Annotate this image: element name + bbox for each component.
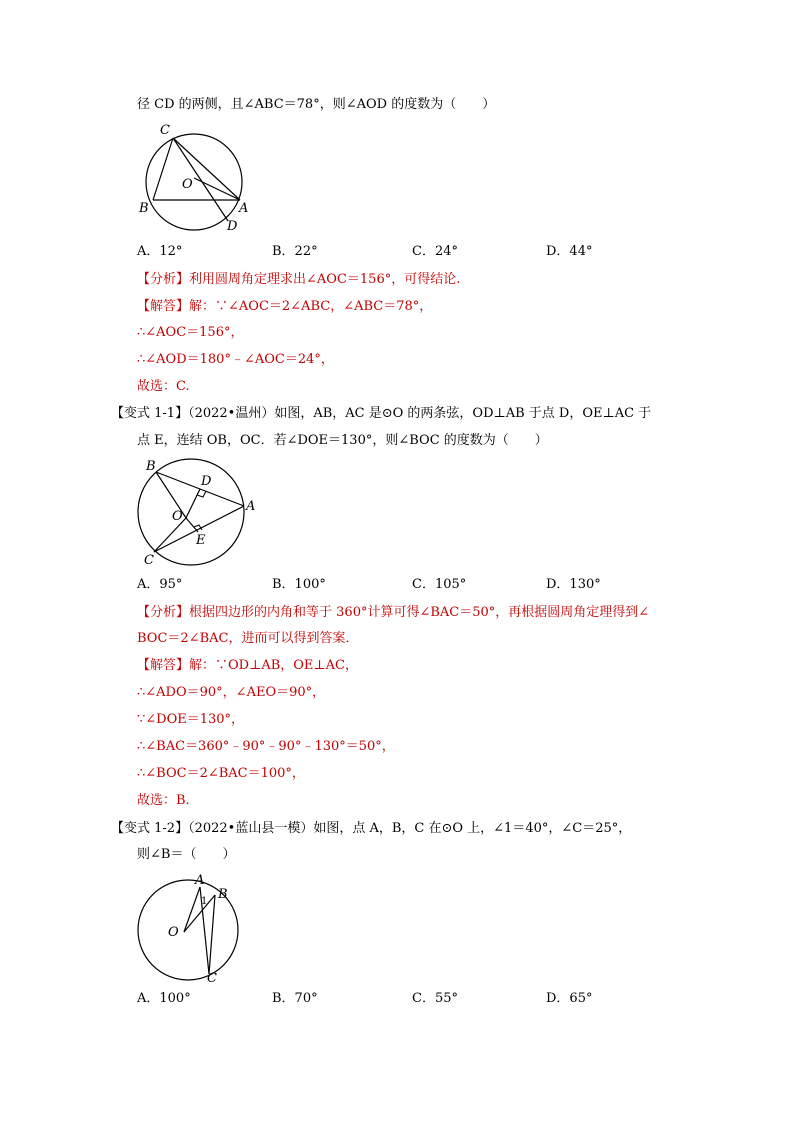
q1-analysis-tag: 【分析】 [137, 272, 190, 287]
v12-radius-ob [184, 895, 215, 932]
q1-solution-line-2: ∴∠AOC＝156°， [137, 325, 244, 340]
v11-option-d: D．130° [546, 577, 601, 592]
q1-chord-cb [153, 138, 173, 200]
v11-stem-line-1: 【变式 1-1】（2022•温州）如图，AB，AC 是⊙O 的两条弦，OD⊥AB 于点 D，OE⊥AC 于 [111, 406, 652, 421]
v11-solution-line-3: ∵∠DOE＝130°， [137, 712, 245, 727]
q1-solution-line-3: ∴∠AOD＝180°﹣∠AOC＝24°， [137, 352, 334, 367]
v12-circle-figure [130, 870, 270, 985]
v11-analysis-text-1: 根据四边形的内角和等于 360°计算可得∠BAC＝50°，再根据圆周角定理得到∠ [189, 605, 650, 620]
q1-solution-line-1 [137, 298, 432, 316]
q1-label-o: O [182, 177, 193, 192]
v12-option-a: A．100° [137, 991, 191, 1006]
q1-option-b: B．22° [272, 244, 318, 259]
v11-option-a: A．95° [137, 577, 183, 592]
v12-label-o: O [168, 925, 179, 940]
q1-stem: 径 CD 的两侧，且∠ABC＝78°，则∠AOD 的度数为（ ） [137, 97, 496, 112]
v12-option-c: C．55° [412, 991, 458, 1006]
q1-analysis [137, 271, 460, 289]
q1-solution-text-1: 解：∵∠AOC＝2∠ABC，∠ABC＝78°， [189, 299, 433, 314]
v11-label-e: E [196, 533, 206, 548]
v12-stem-line-2: 则∠B＝（ ） [137, 847, 236, 862]
v11-analysis-line-2: BOC＝2∠BAC，进而可以得到答案． [137, 631, 359, 646]
v11-label-d: D [201, 474, 212, 489]
q1-label-a: A [239, 201, 249, 216]
v11-segment-oe [186, 518, 198, 532]
v11-label-o: O [172, 509, 183, 524]
v12-label-1: 1 [201, 896, 208, 907]
q1-label-d: D [227, 219, 238, 234]
v11-label-b: B [146, 459, 156, 474]
v11-solution-line-4: ∴∠BAC＝360°﹣90°﹣90°﹣130°＝50°， [137, 739, 395, 754]
v11-solution-tag: 【解答】 [137, 658, 190, 673]
v11-label-c: C [144, 553, 154, 568]
v12-label-c: C [207, 971, 217, 986]
q1-label-c: C [160, 123, 170, 138]
q1-solution-line-4: 故选：C. [137, 379, 190, 394]
q1-option-d: D．44° [546, 244, 593, 259]
v11-stem-line-2: 点 E，连结 OB，OC．若∠DOE＝130°，则∠BOC 的度数为（ ） [137, 433, 548, 448]
q1-radius-oa [194, 178, 240, 200]
v11-circle [138, 459, 244, 565]
v11-solution-line-1 [137, 657, 358, 675]
v11-solution-line-5: ∴∠BOC＝2∠BAC＝100°， [137, 766, 305, 781]
q1-solution-tag: 【解答】 [137, 299, 190, 314]
v11-analysis-tag: 【分析】 [137, 605, 190, 620]
v12-label-b: B [218, 887, 228, 902]
q1-analysis-text: 利用圆周角定理求出∠AOC＝156°，可得结论. [189, 272, 461, 287]
v11-option-c: C．105° [412, 577, 467, 592]
q1-option-c: C．24° [412, 244, 458, 259]
v12-option-b: B．70° [272, 991, 318, 1006]
v11-segment-od [186, 489, 200, 518]
v11-circle-figure [130, 456, 270, 571]
v11-label-a: A [246, 499, 256, 514]
q1-option-a: A．12° [137, 244, 183, 259]
v11-solution-line-6: 故选：B. [137, 793, 190, 808]
q1-circle-figure [130, 120, 270, 235]
v12-radius-oa [184, 887, 200, 932]
v12-chord-bc [209, 895, 215, 974]
q1-circle [146, 134, 242, 230]
q1-label-b: B [139, 201, 149, 216]
v11-solution-text-1: 解：∵OD⊥AB，OE⊥AC， [189, 658, 358, 673]
v11-option-b: B．100° [272, 577, 326, 592]
v12-label-a: A [195, 873, 205, 888]
v12-option-d: D．65° [546, 991, 593, 1006]
v11-analysis-line-1 [137, 604, 649, 622]
v12-stem-line-1: 【变式 1-2】（2022•蓝山县一模）如图，点 A，B，C 在⊙O 上，∠1＝40°，∠C＝25°， [111, 821, 632, 836]
v11-solution-line-2: ∴∠ADO＝90°，∠AEO＝90°， [137, 685, 326, 700]
